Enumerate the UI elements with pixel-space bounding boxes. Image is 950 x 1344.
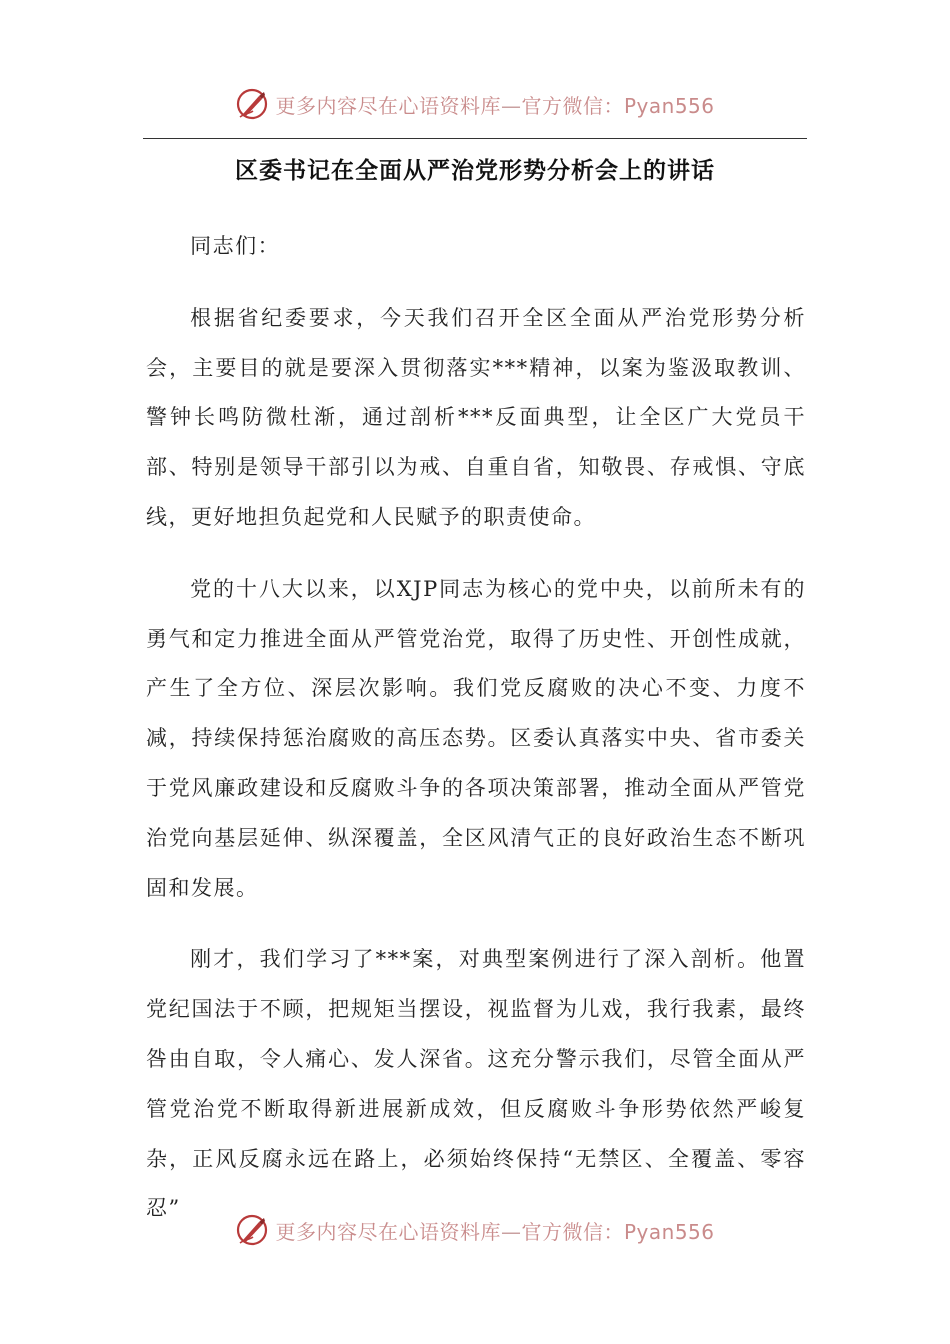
quill-pen-logo-icon [235, 1213, 269, 1247]
header-divider [143, 138, 807, 139]
paragraph-3: 刚才，我们学习了***案，对典型案例进行了深入剖析。他置党纪国法于不顾，把规矩当摆设，视监督为儿戏，我行我素，最终咎由自取，令人痛心、发人深省。这充分警示我们，尽管全面从严管党治党不断取得新进展新成效，但反腐败斗争形势依然严峻复杂，正风反腐永远在路上，必须始终保持“无禁区、全覆盖、零容忍” [146, 947, 806, 1221]
banner-wechat-id: Pyan556 [623, 93, 715, 118]
document-body [146, 222, 806, 1256]
banner-wechat-id: Pyan556 [623, 1219, 715, 1244]
document-title: 区委书记在全面从严治党形势分析会上的讲话 [235, 157, 715, 184]
banner-wechat-label: 官方微信： [521, 93, 624, 118]
banner-dash: — [500, 93, 522, 118]
banner-text [275, 90, 714, 119]
quill-pen-logo-icon [235, 87, 269, 121]
banner-dash: — [500, 1219, 522, 1244]
footer-banner [0, 1210, 950, 1250]
paragraph-1: 根据省纪委要求，今天我们召开全区全面从严治党形势分析会，主要目的就是要深入贯彻落实***精神，以案为鉴汲取教训、警钟长鸣防微杜渐，通过剖析***反面典型，让全区广大党员干部、特别是领导干部引以为戒、自重自省，知敬畏、存戒惧、守底线，更好地担负起党和人民赋予的职责使命。 [146, 305, 806, 529]
paragraph-2: 党的十八大以来，以XJP同志为核心的党中央，以前所未有的勇气和定力推进全面从严管党治党，取得了历史性、开创性成就，产生了全方位、深层次影响。我们党反腐败的决心不变、力度不减，持续保持惩治腐败的高压态势。区委认真落实中央、省市委关于党风廉政建设和反腐败斗争的各项决策部署，推动全面从严管党治党向基层延伸、纵深覆盖，全区风清气正的良好政治生态不断巩固和发展。 [146, 576, 806, 900]
banner-text [275, 1216, 714, 1245]
header-banner [0, 84, 950, 124]
salutation: 同志们： [190, 234, 281, 258]
banner-main-text: 更多内容尽在心语资料库 [275, 93, 501, 118]
banner-wechat-label: 官方微信： [521, 1219, 624, 1244]
banner-main-text: 更多内容尽在心语资料库 [275, 1219, 501, 1244]
